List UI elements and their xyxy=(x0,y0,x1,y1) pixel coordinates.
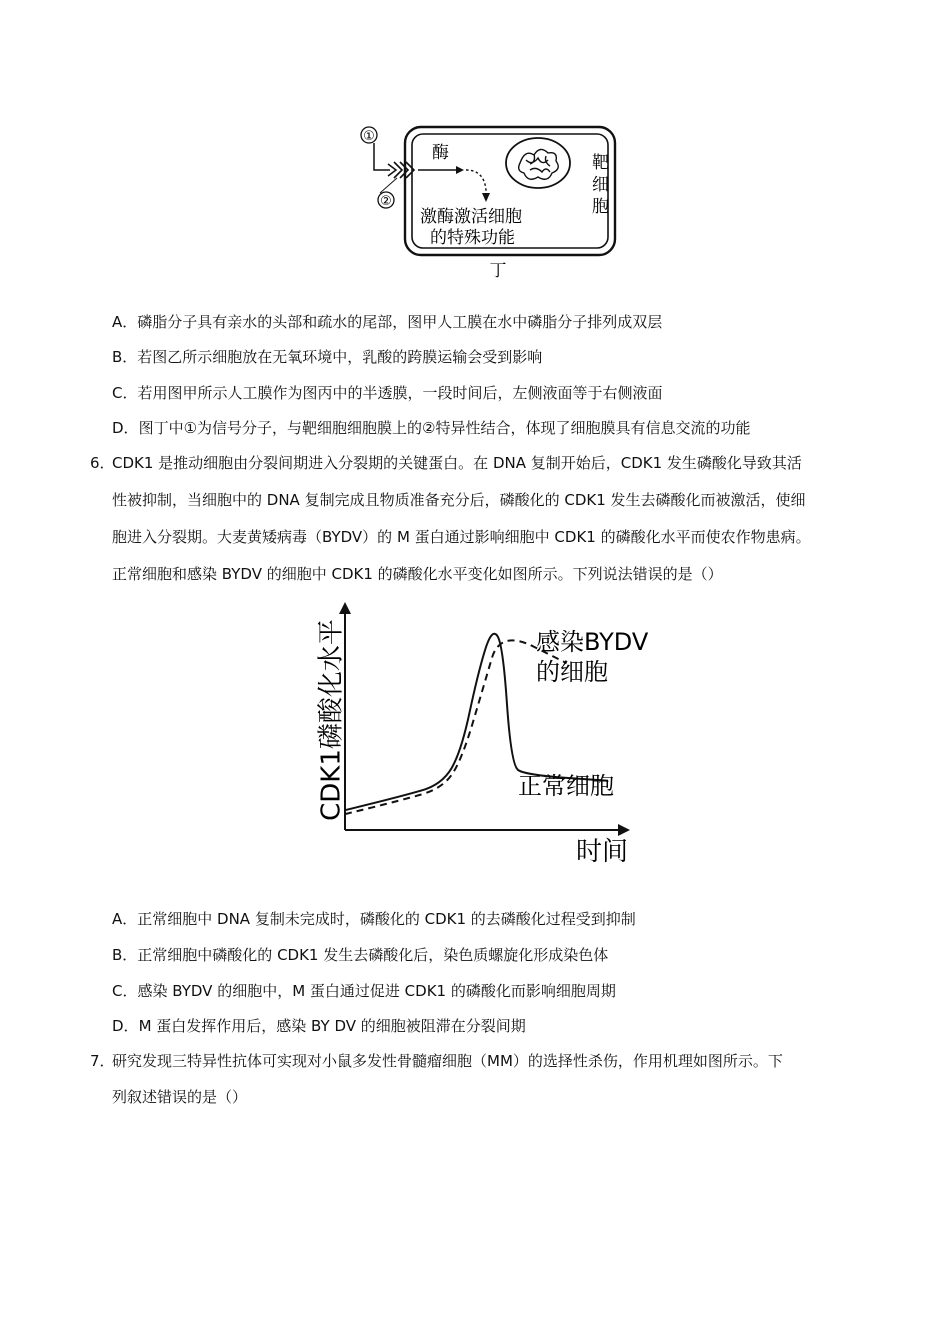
legend-normal: 正常细胞 xyxy=(518,772,614,800)
label-circle1: ① xyxy=(363,129,375,144)
label-ding: 丁 xyxy=(489,261,507,281)
y-axis-arrow xyxy=(339,602,351,614)
y-axis-label: CDK1磷酸化水平 xyxy=(316,619,347,821)
q7-line-2: 列叙述错误的是（） xyxy=(112,1088,248,1106)
q6-line-2: 性被抑制，当细胞中的 DNA 复制完成且物质准备充分后，磷酸化的 CDK1 发生去磷酸化而被激活，使细 xyxy=(112,491,806,509)
legend-infected-1: 感染BYDV xyxy=(536,628,649,656)
q6-option-c: C．感染 BYDV 的细胞中，M 蛋白通过促进 CDK1 的磷酸化而影响细胞周期 xyxy=(112,982,616,1000)
q6-number: 6． xyxy=(90,454,115,472)
q6-line-1: CDK1 是推动细胞由分裂间期进入分裂期的关键蛋白。在 DNA 复制开始后，CDK1 发生磷酸化导致其活 xyxy=(112,454,802,472)
q5-option-b: B．若图乙所示细胞放在无氧环境中，乳酸的跨膜运输会受到影响 xyxy=(112,348,543,366)
q7-number: 7． xyxy=(90,1052,115,1070)
label-activate-1: 激酶激活细胞 xyxy=(420,207,522,227)
chromatin-icon xyxy=(519,149,559,179)
q6-option-a: A．正常细胞中 DNA 复制未完成时，磷酸化的 CDK1 的去磷酸化过程受到抑制 xyxy=(112,910,636,928)
label-target-2: 细 xyxy=(592,175,609,195)
label-circle2: ② xyxy=(380,194,392,209)
q6-line-4: 正常细胞和感染 BYDV 的细胞中 CDK1 的磷酸化水平变化如图所示。下列说法错误的是（） xyxy=(112,565,723,583)
x-axis-arrow xyxy=(618,824,630,836)
label-activate-2: 的特殊功能 xyxy=(430,228,515,248)
q7-line-1: 研究发现三特异性抗体可实现对小鼠多发性骨髓瘤细胞（MM）的选择性杀伤，作用机理如图所示。下 xyxy=(112,1052,783,1070)
nucleus xyxy=(506,138,570,188)
q6-line-3: 胞进入分裂期。大麦黄矮病毒（BYDV）的 M 蛋白通过影响细胞中 CDK1 的磷酸化水平而使农作物患病。 xyxy=(112,528,811,546)
label-target-3: 胞 xyxy=(592,197,609,217)
legend-infected-2: 的细胞 xyxy=(536,658,608,686)
cdk1-chart xyxy=(300,598,690,878)
figure-ding xyxy=(350,118,630,283)
q5-option-d: D．图丁中①为信号分子，与靶细胞细胞膜上的②特异性结合，体现了细胞膜具有信息交流的功能 xyxy=(112,419,751,437)
label-target-1: 靶 xyxy=(592,153,609,173)
label-enzyme: 酶 xyxy=(432,143,449,163)
q6-option-d: D．M 蛋白发挥作用后，感染 BY DV 的细胞被阻滞在分裂间期 xyxy=(112,1017,526,1035)
q6-option-b: B．正常细胞中磷酸化的 CDK1 发生去磷酸化后，染色质螺旋化形成染色体 xyxy=(112,946,609,964)
q5-option-c: C．若用图甲所示人工膜作为图丙中的半透膜，一段时间后，左侧液面等于右侧液面 xyxy=(112,384,663,402)
x-axis-label: 时间 xyxy=(575,837,629,867)
signal-molecule xyxy=(374,143,390,170)
q5-option-a: A．磷脂分子具有亲水的头部和疏水的尾部，图甲人工膜在水中磷脂分子排列成双层 xyxy=(112,313,663,331)
dotted-arrow xyxy=(466,170,486,196)
